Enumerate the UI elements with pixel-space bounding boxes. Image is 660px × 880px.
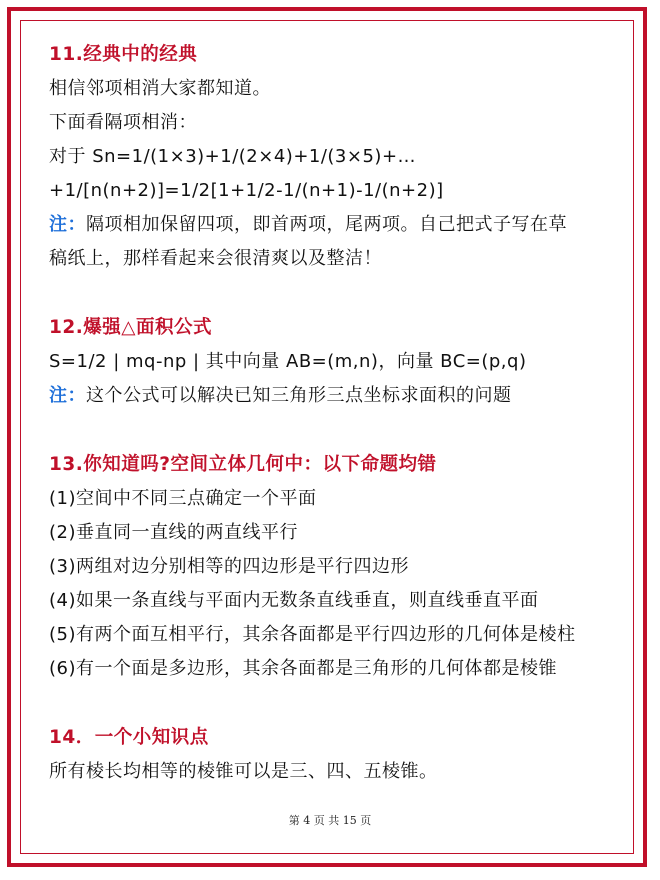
text-line: 下面看隔项相消： xyxy=(49,112,197,133)
formula-line: 对于 Sn=1/(1×3)+1/(2×4)+1/(3×5)+… xyxy=(49,146,417,167)
document-body xyxy=(49,38,621,789)
text-line: 所有棱长均相等的棱锥可以是三、四、五棱锥。 xyxy=(49,761,438,782)
section-spacer xyxy=(49,413,621,448)
note-line: 稿纸上，那样看起来会很清爽以及整洁！ xyxy=(49,248,382,269)
formula-line: S=1/2 | mq-np | 其中向量 AB=(m,n)，向量 BC=(p,q) xyxy=(49,351,527,372)
note-text: 隔项相加保留四项，即首两项，尾两项。自己把式子写在草 xyxy=(86,214,567,235)
section-title: 13.你知道吗?空间立体几何中：以下命题均错 xyxy=(49,454,437,475)
note-label: 注： xyxy=(49,385,86,406)
section-spacer xyxy=(49,686,621,721)
text-line: 相信邻项相消大家都知道。 xyxy=(49,78,271,99)
section-title: 11.经典中的经典 xyxy=(49,44,198,65)
list-item: (1)空间中不同三点确定一个平面 xyxy=(49,488,317,509)
section-12 xyxy=(49,311,621,413)
note-label: 注： xyxy=(49,214,86,235)
section-spacer xyxy=(49,276,621,311)
note-line xyxy=(49,379,621,413)
list-item: (2)垂直同一直线的两直线平行 xyxy=(49,522,298,543)
section-title: 12.爆强△面积公式 xyxy=(49,317,213,338)
section-14 xyxy=(49,721,621,789)
list-item: (5)有两个面互相平行，其余各面都是平行四边形的几何体是棱柱 xyxy=(49,624,576,645)
section-title: 14．一个小知识点 xyxy=(49,727,209,748)
list-item: (4)如果一条直线与平面内无数条直线垂直，则直线垂直平面 xyxy=(49,590,539,611)
formula-line: +1/[n(n+2)]=1/2[1+1/2-1/(n+1)-1/(n+2)] xyxy=(49,180,444,201)
list-item: (3)两组对边分别相等的四边形是平行四边形 xyxy=(49,556,409,577)
note-line xyxy=(49,208,621,242)
section-13 xyxy=(49,448,621,686)
list-item: (6)有一个面是多边形，其余各面都是三角形的几何体都是棱锥 xyxy=(49,658,557,679)
note-text: 这个公式可以解决已知三角形三点坐标求面积的问题 xyxy=(86,385,512,406)
section-11 xyxy=(49,38,621,276)
page-number: 第 4 页 共 15 页 xyxy=(288,814,372,827)
